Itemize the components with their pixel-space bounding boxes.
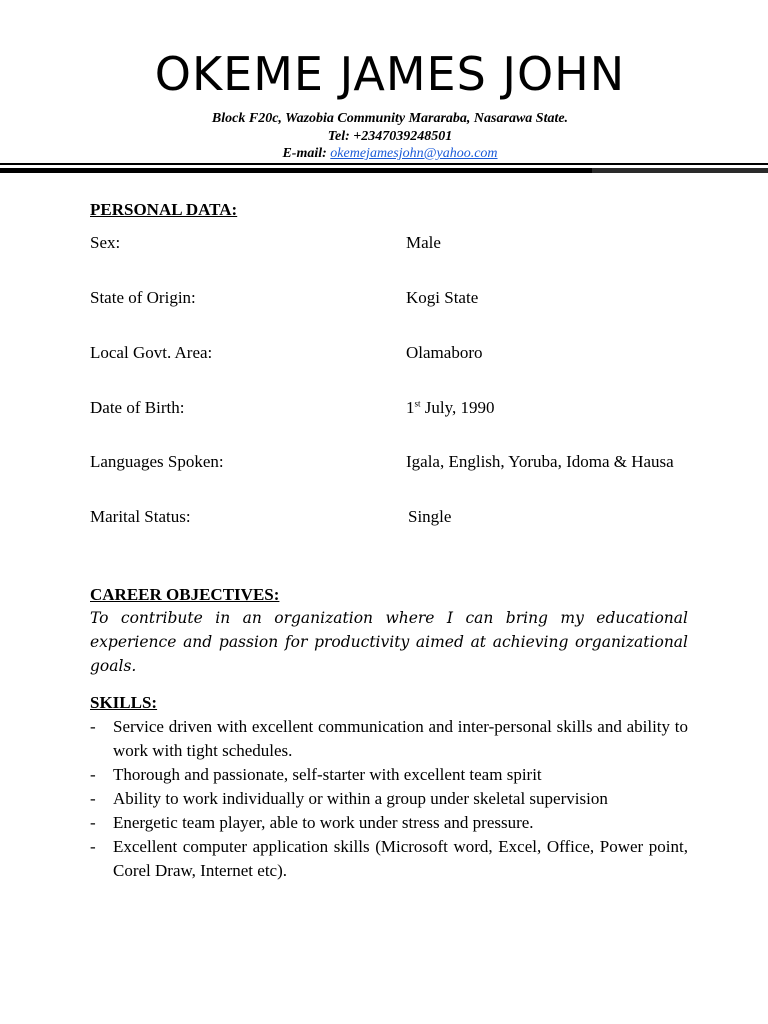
dob-day: 1 [406,398,415,417]
email-label: E-mail: [282,146,331,161]
skill-text: Energetic team player, able to work under stress and pressure. [113,813,534,832]
personal-value-state-of-origin: Kogi State [406,288,479,307]
skill-text: Service driven with excellent communication and inter-personal skills and ability to work with tight schedules. [113,717,688,760]
bullet-dash: - [90,813,96,832]
personal-data-heading: PERSONAL DATA: [90,200,238,219]
bullet-dash: - [90,717,96,736]
personal-value-date-of-birth [406,398,495,418]
skills-list [90,715,688,883]
skill-item [90,715,688,763]
bullet-dash: - [90,837,96,856]
telephone-line: Tel: +2347039248501 [327,129,453,144]
skill-item [90,811,688,835]
header-divider-thick [0,168,768,173]
email-link[interactable]: okemejamesjohn@yahoo.com [330,146,498,161]
career-objectives-text: To contribute in an organization where I can bring my educational experience and passion for productivity aimed at achieving organizational goals. [90,609,688,675]
personal-value-lga: Olamaboro [406,343,483,362]
personal-label-sex: Sex: [90,233,121,252]
bullet-dash: - [90,789,96,808]
skill-text: Excellent computer application skills (Microsoft word, Excel, Office, Power point, Corel Draw, Internet etc). [113,837,688,880]
email-line [0,145,768,162]
resume-name: OKEME JAMES JOHN [154,47,626,101]
skill-item [90,835,688,883]
bullet-dash: - [90,765,96,784]
address-line: Block F20c, Wazobia Community Mararaba, Nasarawa State. [211,111,569,126]
personal-label-date-of-birth: Date of Birth: [90,398,185,417]
career-objectives-heading: CAREER OBJECTIVES: [90,585,280,604]
skill-text: Ability to work individually or within a group under skeletal supervision [113,789,608,808]
skill-item [90,763,688,787]
dob-ordinal-suffix: st [414,398,421,409]
skill-item [90,787,688,811]
dob-month-year: July, 1990 [420,398,495,417]
personal-value-languages: Igala, English, Yoruba, Idoma & Hausa [406,452,674,471]
personal-label-state-of-origin: State of Origin: [90,288,196,307]
personal-label-marital-status: Marital Status: [90,507,191,526]
personal-value-marital-status: Single [408,507,452,526]
skill-text: Thorough and passionate, self-starter with excellent team spirit [113,765,542,784]
personal-label-languages: Languages Spoken: [90,452,224,471]
personal-label-lga: Local Govt. Area: [90,343,213,362]
personal-value-sex: Male [406,233,441,252]
skills-heading: SKILLS: [90,693,158,712]
header-divider-thin [0,163,768,165]
